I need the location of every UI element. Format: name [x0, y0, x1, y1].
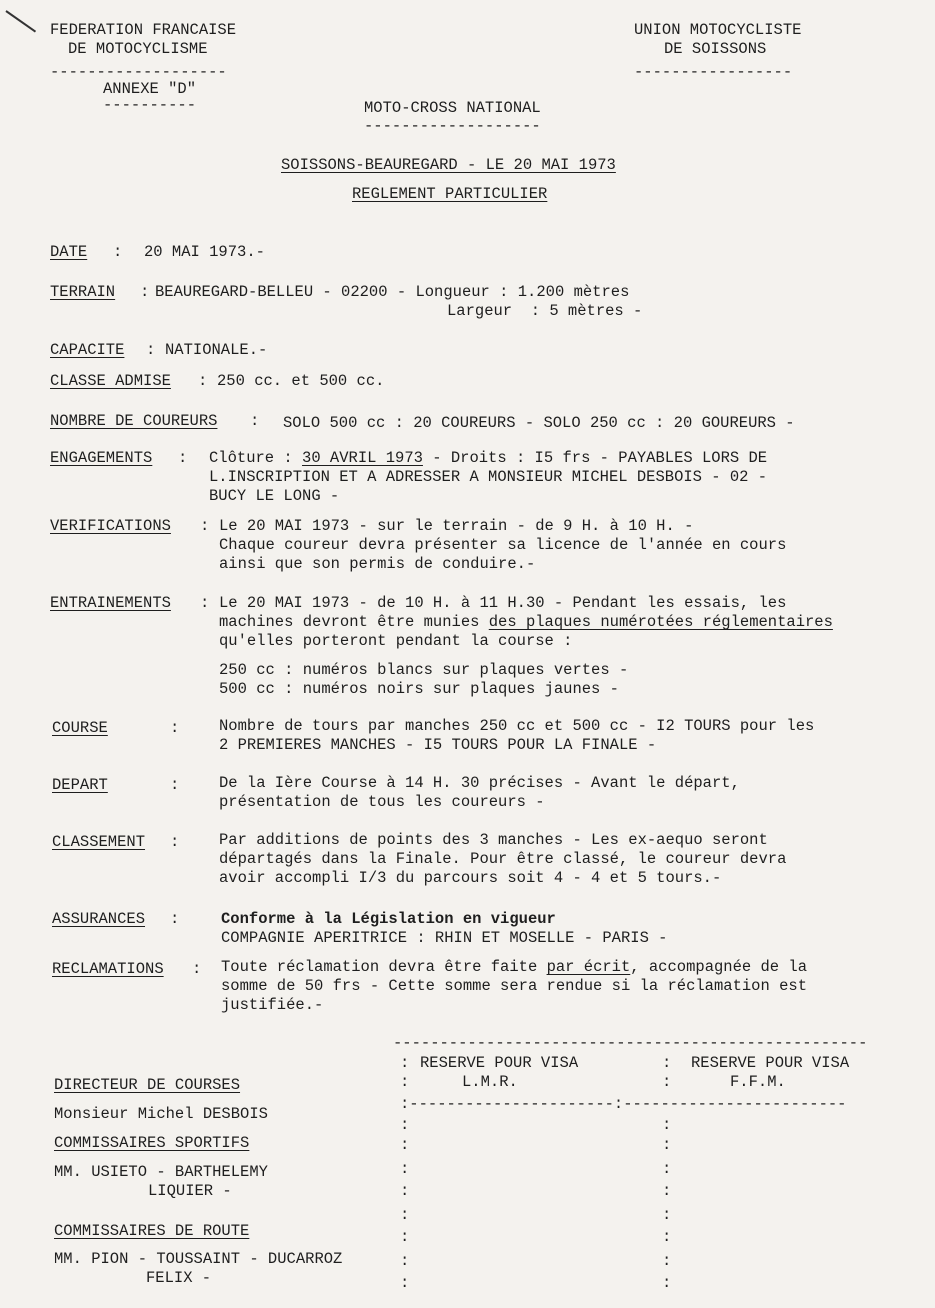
federation-rule: -------------------	[50, 63, 227, 81]
directeur-name: Monsieur Michel DESBOIS	[54, 1105, 268, 1123]
verifications-line2: Chaque coureur devra présenter sa licence de l'année en cours	[219, 536, 787, 554]
nombre-value: SOLO 500 cc : 20 COUREURS - SOLO 250 cc : 20 GOUREURS -	[283, 414, 795, 432]
classe-sep: :	[198, 372, 208, 390]
depart-sep: :	[170, 776, 180, 794]
visa-colon: :	[662, 1274, 672, 1292]
visa-colon: :	[400, 1252, 410, 1270]
federation-line2: DE MOTOCYCLISME	[68, 40, 208, 58]
date-label: DATE	[50, 243, 88, 261]
visa-colon: :	[400, 1182, 410, 1200]
course-line1: Nombre de tours par manches 250 cc et 500 cc - I2 TOURS pour les	[219, 717, 815, 735]
visa-colon: :	[662, 1160, 672, 1178]
date-sep: :	[113, 243, 123, 261]
entrainements-line2: machines devront être munies des plaques numérotées réglementaires	[219, 613, 833, 631]
course-sep: :	[170, 719, 180, 737]
visa-colon: :	[662, 1136, 672, 1154]
federation-line1: FEDERATION FRANCAISE	[50, 21, 237, 39]
date-value: 20 MAI 1973.-	[144, 243, 265, 261]
terrain-line1: BEAUREGARD-BELLEU - 02200 - Longueur : 1.200 mètres	[155, 283, 630, 301]
reclamations-line1: Toute réclamation devra être faite par écrit, accompagnée de la	[221, 958, 808, 976]
classement-line2: départagés dans la Finale. Pour être classé, le coureur devra	[219, 850, 787, 868]
sportifs-line2: LIQUIER -	[148, 1182, 232, 1200]
visa-colon-ffm-2: :	[662, 1073, 672, 1091]
visa-ffm-sub: F.F.M.	[730, 1073, 786, 1091]
union-rule: -----------------	[634, 63, 793, 81]
visa-colon: :	[400, 1160, 410, 1178]
entrainements-label: ENTRAINEMENTS	[50, 594, 171, 612]
visa-colon-lmr-1: :	[400, 1054, 410, 1072]
visa-lmr-sub: L.M.R.	[462, 1073, 518, 1091]
reclamations-line2: somme de 50 frs - Cette somme sera rendue si la réclamation est	[221, 977, 807, 995]
reclamations-written-emphasis: par écrit	[546, 958, 631, 976]
visa-colon: :	[662, 1252, 672, 1270]
visa-colon: :	[662, 1228, 672, 1246]
engagements-line1: Clôture : 30 AVRIL 1973 - Droits : I5 frs - PAYABLES LORS DE	[209, 449, 768, 467]
course-line2: 2 PREMIERES MANCHES - I5 TOURS POUR LA FINALE -	[219, 736, 657, 754]
engagements-line2: L.INSCRIPTION ET A ADRESSER A MONSIEUR MICHEL DESBOIS - 02 -	[209, 468, 768, 486]
entrainements-line5: 500 cc : numéros noirs sur plaques jaunes -	[219, 680, 619, 698]
depart-line2: présentation de tous les coureurs -	[219, 793, 545, 811]
capacite-label: CAPACITE	[50, 341, 125, 359]
terrain-label: TERRAIN	[50, 283, 116, 301]
entrainements-line4: 250 cc : numéros blancs sur plaques vertes -	[219, 661, 629, 679]
annexe-rule: ----------	[103, 96, 197, 114]
depart-label: DEPART	[52, 776, 108, 794]
route-line2: FELIX -	[146, 1269, 212, 1287]
verifications-sep: :	[200, 517, 210, 535]
nombre-label: NOMBRE DE COUREURS	[50, 412, 218, 430]
capacite-sep: :	[146, 341, 156, 359]
route-line1: MM. PION - TOUSSAINT - DUCARROZ	[54, 1250, 343, 1268]
visa-lmr-title: RESERVE POUR VISA	[420, 1054, 579, 1072]
classe-value: 250 cc. et 500 cc.	[217, 372, 385, 390]
visa-top-rule: ---------------------------------------------------	[393, 1034, 868, 1052]
visa-colon: :	[400, 1274, 410, 1292]
visa-colon: :	[662, 1206, 672, 1224]
course-label: COURSE	[52, 719, 108, 737]
capacite-value: NATIONALE.-	[165, 341, 268, 359]
corner-pen-mark	[5, 10, 36, 32]
entrainements-line1: Le 20 MAI 1973 - de 10 H. à 11 H.30 - Pendant les essais, les	[219, 594, 787, 612]
visa-colon: :	[400, 1228, 410, 1246]
classement-label: CLASSEMENT	[52, 833, 146, 851]
sportifs-label: COMMISSAIRES SPORTIFS	[54, 1134, 250, 1152]
assurances-line2: COMPAGNIE APERITRICE : RHIN ET MOSELLE - PARIS -	[221, 929, 668, 947]
engagements-line3: BUCY LE LONG -	[209, 487, 340, 505]
classement-line1: Par additions de points des 3 manches - Les ex-aequo seront	[219, 831, 768, 849]
union-line2: DE SOISSONS	[664, 40, 767, 58]
visa-mid-rule: :----------------------:------------------------	[400, 1095, 847, 1113]
visa-colon: :	[400, 1136, 410, 1154]
classement-line3: avoir accompli I/3 du parcours soit 4 - 4 et 5 tours.-	[219, 869, 722, 887]
classement-sep: :	[170, 833, 180, 851]
verifications-line1: Le 20 MAI 1973 - sur le terrain - de 9 H. à 10 H. -	[219, 517, 694, 535]
assurances-sep: :	[170, 910, 180, 928]
visa-colon: :	[400, 1116, 410, 1134]
annexe-label: ANNEXE "D"	[103, 80, 197, 98]
union-line1: UNION MOTOCYCLISTE	[634, 21, 802, 39]
visa-colon: :	[400, 1206, 410, 1224]
document-subtitle: REGLEMENT PARTICULIER	[352, 185, 548, 203]
reclamations-sep: :	[192, 960, 202, 978]
visa-colon-lmr-2: :	[400, 1073, 410, 1091]
assurances-label: ASSURANCES	[52, 910, 146, 928]
visa-colon: :	[662, 1182, 672, 1200]
verifications-line3: ainsi que son permis de conduire.-	[219, 555, 536, 573]
sportifs-line1: MM. USIETO - BARTHELEMY	[54, 1163, 268, 1181]
visa-ffm-title: RESERVE POUR VISA	[691, 1054, 850, 1072]
event-type-rule: -------------------	[364, 117, 541, 135]
classe-label: CLASSE ADMISE	[50, 372, 171, 390]
reclamations-line3: justifiée.-	[221, 996, 324, 1014]
visa-colon-ffm-1: :	[662, 1054, 672, 1072]
engagements-closing-date: 30 AVRIL 1973	[302, 449, 423, 467]
entrainements-plates-emphasis: des plaques numérotées réglementaires	[488, 613, 833, 631]
event-type-title: MOTO-CROSS NATIONAL	[364, 99, 541, 117]
visa-colon: :	[662, 1116, 672, 1134]
nombre-sep: :	[250, 412, 260, 430]
entrainements-line3: qu'elles porteront pendant la course :	[219, 632, 573, 650]
terrain-line2: Largeur : 5 mètres -	[447, 302, 643, 320]
entrainements-sep: :	[200, 594, 210, 612]
depart-line1: De la Ière Course à 14 H. 30 précises - Avant le départ,	[219, 774, 740, 792]
route-label: COMMISSAIRES DE ROUTE	[54, 1222, 250, 1240]
verifications-label: VERIFICATIONS	[50, 517, 171, 535]
event-title: SOISSONS-BEAUREGARD - LE 20 MAI 1973	[281, 156, 616, 174]
assurances-line1: Conforme à la Législation en vigueur	[221, 910, 556, 928]
reclamations-label: RECLAMATIONS	[52, 960, 164, 978]
terrain-sep: :	[140, 283, 150, 301]
engagements-label: ENGAGEMENTS	[50, 449, 153, 467]
directeur-label: DIRECTEUR DE COURSES	[54, 1076, 241, 1094]
engagements-sep: :	[178, 449, 188, 467]
